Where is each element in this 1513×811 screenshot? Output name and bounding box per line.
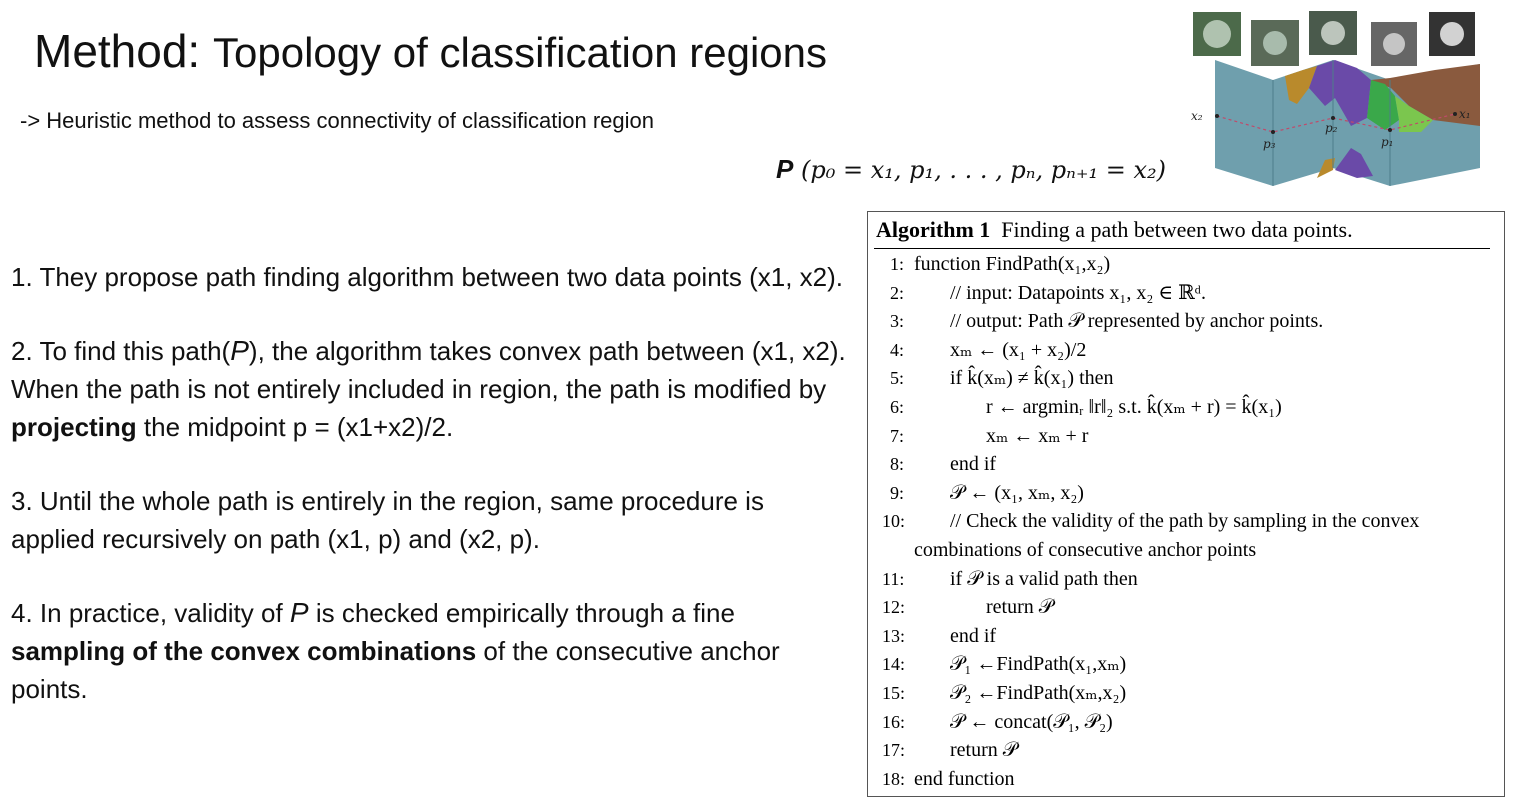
algorithm-rule — [874, 248, 1490, 249]
line-text: return 𝒫 — [950, 739, 1018, 762]
line-number: 13: — [882, 625, 906, 646]
line-text: 𝒫 ← concat(𝒫₁, 𝒫₂) — [950, 710, 1113, 733]
thumbnail-4-shape — [1383, 33, 1405, 55]
point-2: 2. To find this path(P), the algorithm takes convex path between (x1, x2). When the path is not entirely included in region, the path is modified by projecting the midpoint p = (x1+x2)/2. — [11, 335, 846, 442]
line-text: xₘ ← xₘ + r — [986, 424, 1089, 447]
line-number: 14: — [882, 654, 906, 675]
line-text: xₘ ← (x₁ + x₂)/2 — [950, 338, 1087, 361]
algorithm-box — [867, 211, 1505, 797]
thumbnail-5-shape — [1440, 22, 1464, 46]
line-number: 12: — [882, 597, 906, 618]
line-number: 16: — [882, 711, 906, 732]
title-main: Method: — [34, 25, 201, 77]
thumbnail-1-shape — [1203, 20, 1231, 48]
point-2-bold: projecting — [11, 412, 137, 442]
title-sub: Topology of classification regions — [213, 29, 828, 76]
point-3: 3. Until the whole path is entirely in the region, same procedure is applied recursively on path (x1, p) and (x2, p). — [11, 486, 764, 554]
label-x2: x₂ — [1191, 109, 1203, 123]
line-number: 4: — [889, 339, 904, 360]
line-number: 11: — [882, 568, 905, 589]
point-p1-dot — [1388, 128, 1392, 132]
algorithm-label: Algorithm 1 — [876, 217, 991, 242]
line-text: return 𝒫 — [986, 596, 1054, 619]
point-p3-dot — [1271, 130, 1275, 134]
point-x1-dot — [1453, 112, 1457, 116]
line-text: // Check the validity of the path by sampling in the convex — [950, 510, 1420, 533]
path-symbol: P — [776, 154, 794, 184]
line-number: 15: — [882, 683, 906, 703]
line-number: 18: — [882, 768, 906, 789]
line-text: r ← argminᵣ ‖r‖₂ s.t. k̂(xₘ + r) = k̂(x₁) — [986, 396, 1282, 418]
line-text: function FindPath(x₁,x₂) — [914, 253, 1111, 275]
path-illustration — [1185, 8, 1507, 196]
point-1: 1. They propose path finding algorithm between two data points (x1, x2). — [11, 262, 844, 292]
line-number: 1: — [889, 254, 904, 274]
path-sequence: (p₀ = x₁, p₁, . . . , pₙ, pₙ₊₁ = x₂) — [800, 156, 1166, 184]
label-x1: x₁ — [1459, 107, 1471, 121]
line-text: // input: Datapoints x₁, x₂ ∈ ℝᵈ. — [950, 281, 1207, 304]
path-definition — [776, 152, 1166, 187]
point-4: 4. In practice, validity of P is checked empirically through a fine sampling of the convex combinations of the consecutive anchor points. — [11, 597, 780, 704]
slide-subtitle: -> Heuristic method to assess connectivity of classification region — [20, 108, 655, 133]
thumbnail-2-shape — [1263, 31, 1287, 55]
point-4-bold: sampling of the convex combinations — [11, 636, 477, 666]
thumbnail-strip — [1193, 11, 1475, 66]
slide-title — [34, 22, 827, 82]
line-number: 2: — [889, 282, 904, 303]
point-p2-dot — [1331, 116, 1335, 120]
line-number: 5: — [889, 368, 904, 389]
label-p2: p₂ — [1325, 121, 1338, 135]
algorithm-caption: Finding a path between two data points. — [1001, 217, 1353, 242]
label-p3: p₃ — [1263, 137, 1276, 151]
point-x2-dot — [1215, 114, 1219, 118]
line-number: 9: — [889, 482, 904, 503]
line-text: combinations of consecutive anchor points — [914, 539, 1257, 561]
line-number: 7: — [889, 425, 904, 446]
line-number: 17: — [882, 740, 906, 761]
thumbnail-3-shape — [1321, 21, 1345, 45]
line-number: 3: — [889, 311, 904, 332]
line-text: end function — [914, 767, 1015, 790]
label-p1: p₁ — [1381, 135, 1394, 149]
line-text: 𝒫₂ ←FindPath(xₘ,x₂) — [950, 682, 1127, 704]
line-text: end if — [950, 453, 997, 476]
line-number: 8: — [889, 454, 904, 475]
line-text: 𝒫 ← (x₁, xₘ, x₂) — [950, 481, 1084, 504]
line-number: 10: — [882, 511, 906, 532]
line-text: 𝒫₁ ←FindPath(x₁,xₘ) — [950, 653, 1127, 676]
line-text: // output: Path 𝒫 represented by anchor points. — [950, 310, 1324, 333]
points-list — [11, 258, 851, 744]
algorithm-header — [876, 214, 1353, 246]
line-text: if 𝒫 is a valid path then — [950, 567, 1138, 590]
line-number: 6: — [889, 397, 904, 417]
line-text: if k̂(xₘ) ≠ k̂(x₁) then — [950, 367, 1114, 390]
line-text: end if — [950, 624, 997, 647]
